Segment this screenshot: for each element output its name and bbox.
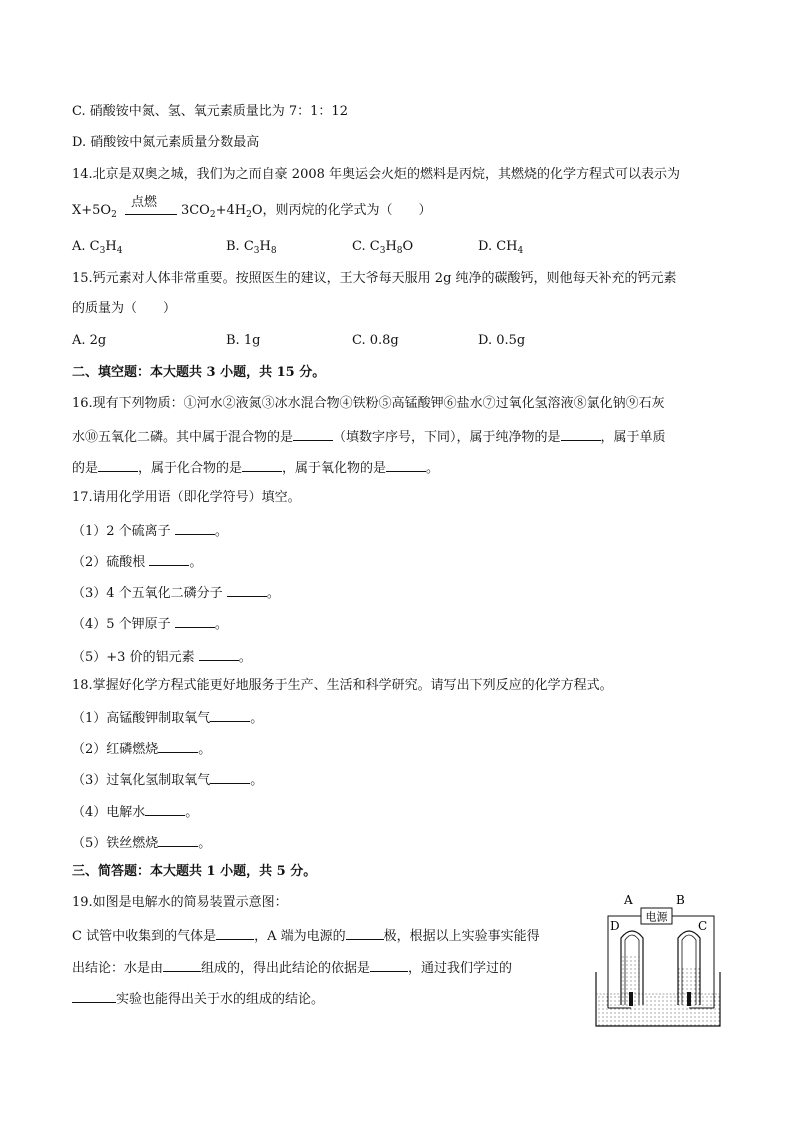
q17-item: （5）+3 价的铝元素 。	[72, 646, 252, 667]
q13-option-c: C. 硝酸铵中氮、氢、氧元素质量比为 7：1：12	[72, 104, 348, 119]
reaction-condition: 点燃	[125, 202, 177, 220]
q18-item: （2）红磷燃烧 。	[72, 738, 211, 759]
q19-line4: 实验也能得出关于水的组成的结论。	[72, 988, 324, 1009]
q14-option-b: B. $C_3H_8$	[226, 239, 277, 256]
trough-water	[596, 994, 720, 1026]
electrolysis-apparatus-figure	[594, 888, 730, 1030]
label-d: D	[610, 919, 620, 933]
label-b: B	[676, 893, 685, 907]
q18-item: （5）铁丝燃烧 。	[72, 832, 211, 853]
q14-option-c: C. $C_3H_8O$	[352, 239, 414, 256]
answer-blank[interactable]	[293, 426, 333, 441]
answer-blank[interactable]	[370, 957, 408, 972]
q19-line2: C 试管中收集到的气体是 ，A 端为电源的 极，根据以上实验事实能得	[72, 925, 540, 946]
q15-option-b: B. 1g	[226, 333, 261, 348]
q18-stem: 18.掌握好化学方程式能更好地服务于生产、生活和科学研究。请写出下列反应的化学方程式。	[72, 678, 613, 693]
answer-blank[interactable]	[199, 646, 239, 661]
q15-stem-line1: 15.钙元素对人体非常重要。按照医生的建议，王大爷每天服用 2g 纯净的碳酸钙，则他每天补充的钙元素	[72, 271, 677, 286]
label-c: C	[698, 919, 708, 933]
answer-blank[interactable]	[210, 769, 250, 784]
answer-blank[interactable]	[145, 801, 185, 816]
q16-line3: 的是 ，属于化合物的是 ，属于氧化物的是 。	[72, 457, 439, 478]
q14-equation: $X+5O_2$ 点燃 $3CO_2+4H_2O$，则丙烷的化学式为（ ）	[72, 195, 432, 220]
q13-option-d: D. 硝酸铵中氮元素质量分数最高	[72, 135, 260, 150]
answer-blank[interactable]	[175, 520, 215, 535]
section-3-heading: 三、简答题：本大题共 1 小题，共 5 分。	[72, 864, 317, 879]
q15-option-a: A. 2g	[72, 333, 107, 348]
q18-item: （1）高锰酸钾制取氧气 。	[72, 707, 263, 728]
q14-stem: 14.北京是双奥之城，我们为之而自豪 2008 年奥运会火炬的燃料是丙烷，其燃烧的化学方程式可以表示为	[72, 167, 681, 182]
answer-blank[interactable]	[98, 457, 138, 472]
answer-blank[interactable]	[175, 613, 215, 628]
electrode-d	[629, 992, 633, 1006]
q18-item: （3）过氧化氢制取氧气 。	[72, 769, 263, 790]
answer-blank[interactable]	[72, 988, 116, 1003]
q17-item: （4）5 个钾原子 。	[72, 613, 228, 634]
q14-option-d: D. $CH_4$	[478, 239, 524, 256]
q16-line2: 水⑩五氧化二磷。其中属于混合物的是 （填数字序号，下同），属于纯净物的是 ，属于单质	[72, 426, 666, 447]
section-2-heading: 二、填空题：本大题共 3 小题，共 15 分。	[72, 365, 326, 380]
label-a: A	[624, 893, 633, 907]
q15-option-d: D. 0.5g	[478, 333, 526, 348]
q19-stem: 19.如图是电解水的简易装置示意图：	[72, 895, 288, 910]
q19-line3: 出结论：水是由 组成的，得出此结论的依据是 ，通过我们学过的	[72, 957, 512, 978]
answer-blank[interactable]	[149, 551, 189, 566]
q16-line1: 16.现有下列物质：①河水②液氮③冰水混合物④铁粉⑤高锰酸钾⑥盐水⑦过氧化氢溶液⑧氯化钠⑨石灰	[72, 396, 665, 411]
q18-item: （4）电解水 。	[72, 801, 198, 822]
answer-blank[interactable]	[210, 707, 250, 722]
q17-stem: 17.请用化学用语（即化学符号）填空。	[72, 490, 301, 505]
power-supply-label: 电源	[645, 910, 668, 924]
q15-option-c: C. 0.8g	[352, 333, 399, 348]
answer-blank[interactable]	[227, 582, 267, 597]
answer-blank[interactable]	[346, 925, 384, 940]
q17-item: （1）2 个硫离子 。	[72, 520, 228, 541]
answer-blank[interactable]	[158, 738, 198, 753]
q14-option-a: A. $C_3H_4$	[72, 239, 123, 256]
q17-item: （3）4 个五氧化二磷分子 。	[72, 582, 280, 603]
answer-blank[interactable]	[561, 426, 601, 441]
answer-blank[interactable]	[158, 832, 198, 847]
answer-blank[interactable]	[216, 925, 254, 940]
electrode-c	[687, 992, 691, 1006]
answer-blank[interactable]	[242, 457, 282, 472]
answer-blank[interactable]	[386, 457, 426, 472]
q15-stem-line2: 的质量为（ ）	[72, 301, 177, 316]
answer-blank[interactable]	[163, 957, 201, 972]
q17-item: （2）硫酸根 。	[72, 551, 202, 572]
